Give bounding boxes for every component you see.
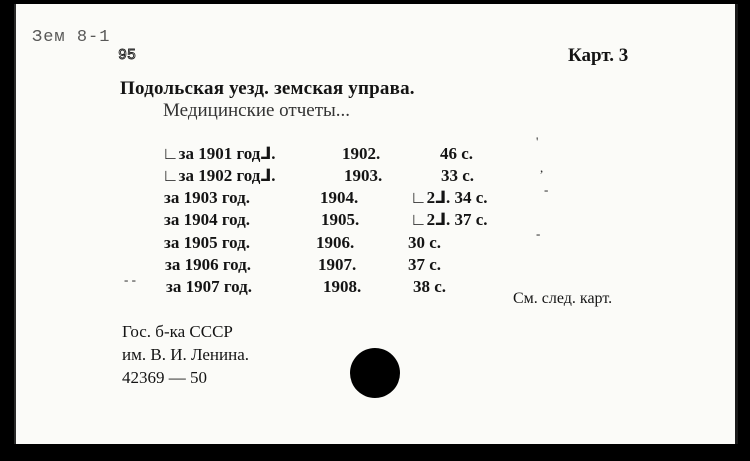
entry-year: за 1904 год.	[164, 210, 250, 229]
entry-year: за 1905 год.	[164, 233, 250, 252]
entry-pages: 38 с.	[413, 277, 447, 296]
entry-pages: 37 с.	[408, 255, 442, 274]
catalog-card	[14, 4, 738, 444]
entry-pages: 33 с.	[441, 166, 475, 185]
stamp-code-text: Зем	[32, 28, 66, 47]
entry-pub-year: 1904.	[320, 188, 359, 207]
entry-year: ∟за 1901 год⅃.	[162, 144, 276, 163]
entry-pub-year: 1907.	[318, 255, 357, 274]
library-line: Гос. б-ка СССР	[122, 322, 233, 341]
see-also-note: См. след. карт.	[513, 290, 613, 307]
entry-pages: 30 с.	[408, 233, 442, 252]
card-number: Карт. 3	[568, 45, 629, 66]
card-header: Подольская уезд. земская управа.	[120, 78, 415, 99]
margin-tick: -	[544, 182, 549, 197]
card-subheader: Медицинские отчеты...	[163, 100, 351, 121]
margin-tick: - -	[124, 272, 136, 287]
card-edge	[735, 4, 738, 444]
stamp-sub: 95	[118, 47, 137, 64]
entry-year: за 1906 год.	[165, 255, 251, 274]
entry-pages: ∟2⅃. 34 с.	[410, 188, 488, 207]
entry-pub-year: 1906.	[316, 233, 355, 252]
entry-year: за 1907 год.	[166, 277, 252, 296]
entry-pub-year: 1903.	[344, 166, 383, 185]
library-line: им. В. И. Ленина.	[122, 345, 250, 364]
punch-hole	[350, 348, 400, 398]
entry-pages: ∟2⅃. 37 с.	[410, 210, 488, 229]
entry-pages: 46 с.	[440, 144, 474, 163]
margin-tick: ,	[540, 160, 544, 175]
stamp-code-number: 8-1	[76, 28, 111, 47]
entry-pub-year: 1902.	[342, 144, 381, 163]
library-line: 42369 — 50	[122, 368, 207, 387]
entry-pub-year: 1908.	[323, 277, 362, 296]
margin-tick: -	[536, 226, 541, 241]
entry-pub-year: 1905.	[321, 210, 360, 229]
stamp-code	[32, 28, 110, 47]
entry-year: за 1903 год.	[164, 188, 250, 207]
library-stamp	[122, 320, 249, 389]
entry-year: ∟за 1902 год⅃.	[162, 166, 276, 185]
margin-tick: '	[536, 134, 539, 149]
